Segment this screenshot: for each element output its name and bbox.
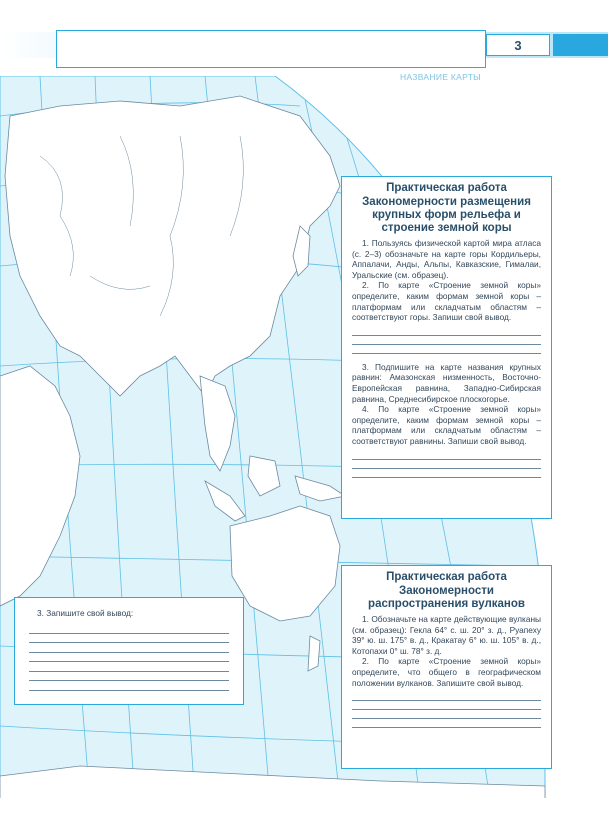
new-zealand-island (308, 636, 320, 671)
panel-title: Практическая работа (386, 571, 507, 583)
answer-lines-task-2[interactable] (352, 327, 541, 354)
answer-line[interactable] (352, 451, 541, 460)
answer-line[interactable] (29, 634, 229, 644)
panel-subtitle: Закономерности распространения вулканов (368, 585, 525, 610)
page-number: 3 (486, 34, 550, 56)
answer-line[interactable] (29, 681, 229, 691)
answer-line[interactable] (352, 345, 541, 354)
answer-line[interactable] (352, 327, 541, 336)
answer-lines[interactable] (352, 692, 541, 728)
answer-line[interactable] (352, 719, 541, 728)
answer-line[interactable] (352, 692, 541, 701)
conclusion-label: 3. Запишите свой вывод: (37, 608, 134, 618)
answer-line[interactable] (29, 624, 229, 634)
answer-line[interactable] (352, 710, 541, 719)
panel-title: Практическая работа (386, 182, 507, 194)
answer-line[interactable] (29, 643, 229, 653)
answer-line[interactable] (352, 469, 541, 478)
header-accent-strip (553, 34, 608, 56)
task-3-text: 3. Подпишите на карте названия крупных равнин: Амазонская низменность, Восточно-Европейская равнина, Западно-Сибирская равнина, Среднесибирское плоскогорье. (352, 361, 541, 404)
map-title-caption: НАЗВАНИЕ КАРТЫ (400, 72, 482, 82)
task-4-text: 4. По карте «Строение земной коры» определите, каким формам земной коры – платформам или складчатым областям – соответствуют равнины. Запиши свой вывод. (352, 404, 541, 446)
answer-line[interactable] (352, 701, 541, 710)
task-2-text: 2. По карте «Строение земной коры» определите, каким формам земной коры – платформам или складчатым областям – соответствуют горы. Запиши свой вывод. (352, 280, 541, 323)
practical-work-relief-panel (341, 176, 552, 519)
panel-subtitle: Закономерности размещения крупных форм рельефа и строение земной коры (362, 196, 531, 234)
conclusion-answer-lines[interactable] (25, 624, 233, 691)
answer-line[interactable] (352, 336, 541, 345)
conclusion-box (14, 597, 244, 705)
answer-lines-task-4[interactable] (352, 451, 541, 478)
answer-line[interactable] (29, 662, 229, 672)
answer-line[interactable] (352, 460, 541, 469)
answer-line[interactable] (29, 653, 229, 663)
answer-line[interactable] (29, 672, 229, 682)
task-2-text: 2. По карте «Строение земной коры» определите, что общего в географическом положении вулканов. Запишите свой вывод. (352, 656, 541, 688)
task-1-text: 1. Пользуясь физической картой мира атласа (с. 2–3) обозначьте на карте горы Кордильеры, Аппалачи, Анды, Альпы, Кавказские, Гималаи, Уральские (см. образец). (352, 238, 541, 280)
map-title-field[interactable] (56, 30, 486, 68)
page-bottom-margin (0, 798, 608, 815)
practical-work-volcano-panel (341, 565, 552, 769)
task-1-text: 1. Обозначьте на карте действующие вулканы (см. образец): Гекла 64° с. ш. 20° з. д., Руапеху 39° ю. ш. 175° в. д., Кракатау 6° ю. ш. 105° в. д., Котопахи 0° ш. 78° з. д. (352, 614, 541, 656)
